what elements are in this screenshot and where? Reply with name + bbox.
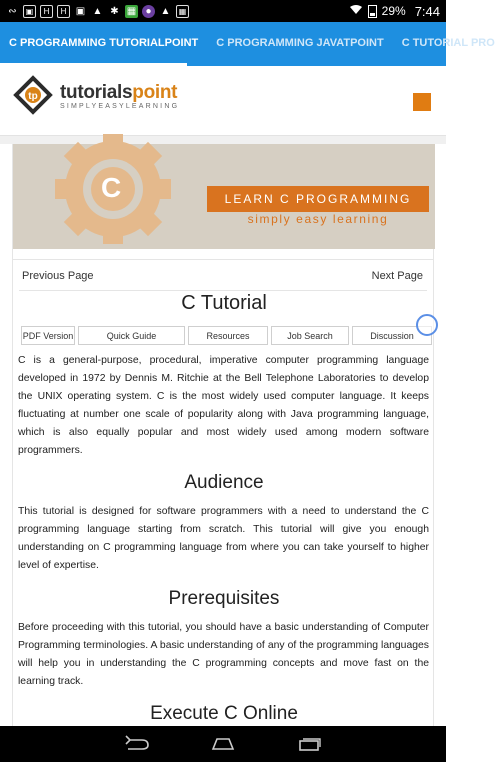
link-icon: ∾	[8, 5, 17, 17]
next-page-link[interactable]: Next Page	[371, 270, 423, 282]
warning-icon: ▲	[92, 5, 103, 17]
job-search-button[interactable]: Job Search	[271, 326, 349, 345]
section-text-audience: This tutorial is designed for software programmers with a need to understand the C programming language starting from scratch. This tutorial will give you enough understanding on C programming language from where you can take yourself to higher level of expertise.	[18, 506, 429, 571]
home-icon[interactable]	[209, 735, 237, 753]
article-content	[12, 144, 434, 726]
loading-spinner	[416, 314, 438, 336]
tool-buttons	[21, 326, 432, 345]
menu-icon[interactable]	[413, 93, 431, 111]
discussion-button[interactable]: Discussion	[352, 326, 432, 345]
gallery-icon: ▣	[23, 5, 36, 18]
header-separator	[0, 136, 446, 144]
tab-bar	[0, 22, 495, 66]
course-banner	[13, 144, 435, 249]
flag-icon: ✱	[110, 5, 119, 17]
banner-subtitle: simply easy learning	[247, 212, 389, 226]
pdf-version-button[interactable]: PDF Version	[21, 326, 75, 345]
logo-tagline: SIMPLYEASYLEARNING	[60, 103, 180, 110]
tab-c-programming-javatpoint[interactable]: C PROGRAMMING JAVATPOINT	[216, 37, 384, 49]
section-title-prerequisites: Prerequisites	[168, 588, 280, 609]
system-navigation-bar	[0, 726, 446, 762]
recent-apps-icon[interactable]	[295, 735, 323, 753]
android-icon: ▦	[126, 5, 137, 17]
app-h2-icon: H	[57, 5, 70, 18]
status-bar	[0, 0, 446, 22]
svg-text:tp: tp	[28, 91, 38, 102]
screenshot-icon: ▣	[75, 5, 86, 17]
tab-c-tutorial-pro[interactable]: C TUTORIAL PRO	[401, 37, 495, 49]
notification-icons	[6, 5, 189, 18]
resources-button[interactable]: Resources	[188, 326, 268, 345]
intro-paragraph: C is a general-purpose, procedural, imperative computer programming language developed in 1972 by Dennis M. Ritchie at the Bell Telephone Laboratories to develop the UNIX operating system. C is the most widely used computer language. It keeps fluctuating at number one scale of popularity along with Java programming language, which is also equally popular and most widely used among modern software programmers.	[18, 355, 429, 456]
section-title-execute-online: Execute C Online	[150, 703, 298, 724]
banner-letter: C	[101, 172, 122, 203]
quick-guide-button[interactable]: Quick Guide	[78, 326, 185, 345]
battery-level: 29%	[381, 4, 406, 18]
banner-title: LEARN C PROGRAMMING	[207, 186, 429, 212]
tab-c-programming-tutorialpoint[interactable]: C PROGRAMMING TUTORIALPOINT	[9, 37, 199, 49]
tutorialspoint-logo[interactable]	[10, 70, 190, 118]
chat-icon: ●	[142, 5, 155, 18]
battery-icon	[368, 5, 377, 18]
logo-diamond-icon	[10, 72, 56, 118]
section-title-audience: Audience	[184, 472, 264, 493]
nav-divider	[19, 290, 427, 291]
upload-icon: ▲	[160, 5, 171, 17]
previous-page-link[interactable]: Previous Page	[22, 270, 94, 282]
logo-wordmark: tutorialspoint	[60, 82, 178, 103]
wifi-icon	[349, 4, 363, 18]
page-title: C Tutorial	[181, 292, 267, 314]
app-h-icon: H	[40, 5, 53, 18]
site-header	[0, 66, 446, 136]
section-text-prerequisites: Before proceeding with this tutorial, you should have a basic understanding of Computer Programming terminologies. A basic understanding of any of the programming languages will help you in understanding the C programming concepts and move fast on the learning track.	[18, 622, 429, 687]
back-icon[interactable]	[123, 735, 151, 753]
keyboard-icon: ▦	[176, 5, 189, 18]
clock: 7:44	[414, 3, 440, 19]
